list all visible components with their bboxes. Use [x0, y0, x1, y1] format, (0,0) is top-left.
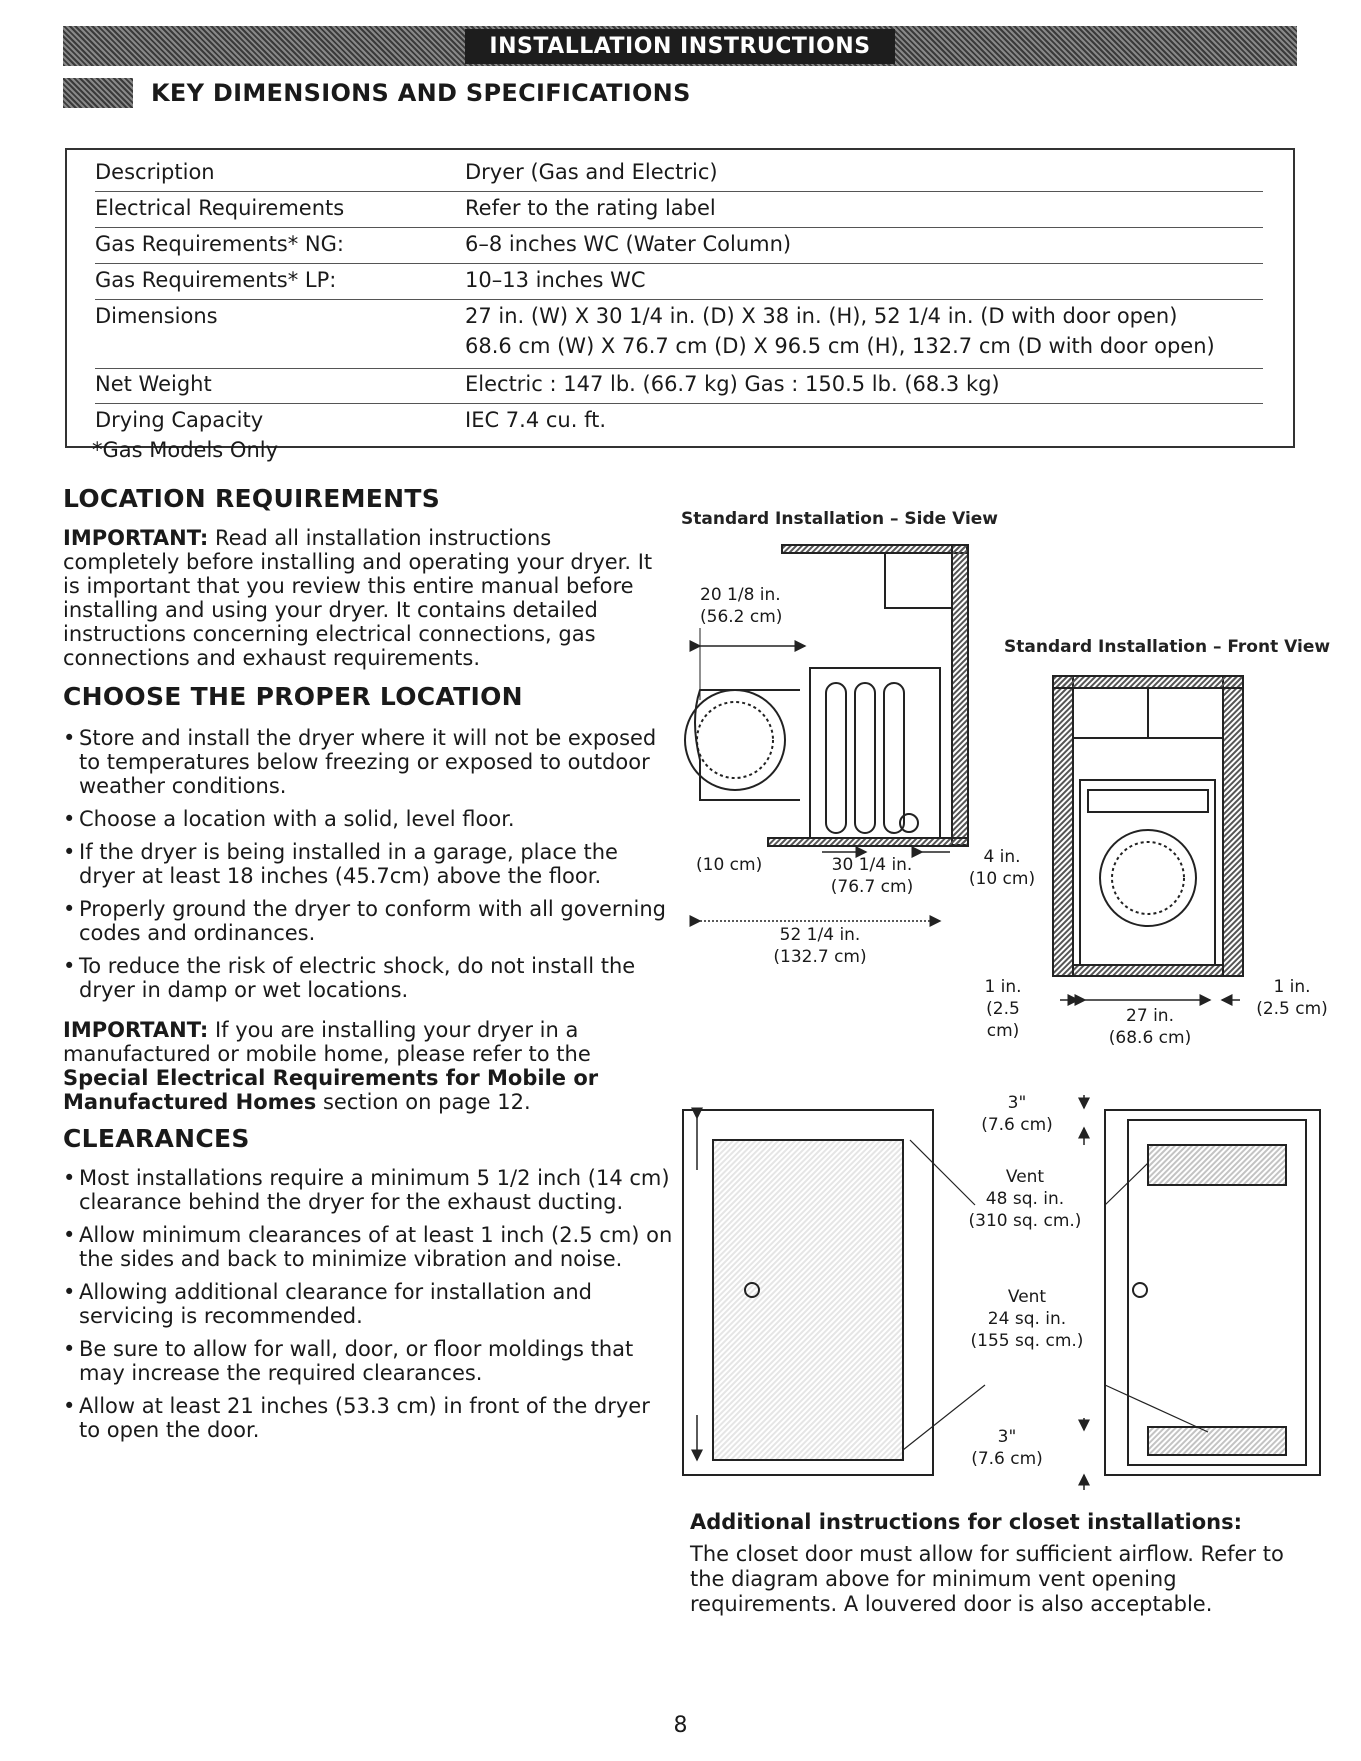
dim-value-cm: (56.2 cm) — [700, 607, 783, 627]
section-title: KEY DIMENSIONS AND SPECIFICATIONS — [151, 79, 691, 107]
vent-bottom-label — [962, 1286, 1092, 1352]
dim-value: 1 in. — [1273, 977, 1311, 997]
spec-label: Gas Requirements* LP: — [95, 268, 337, 292]
dim-value-cm: (132.7 cm) — [773, 947, 867, 967]
side-view-caption: Standard Installation – Side View — [681, 509, 999, 529]
vent-label: Vent — [1007, 1287, 1047, 1307]
spec-value: Dryer (Gas and Electric) — [465, 160, 718, 184]
spec-label: Description — [95, 160, 215, 184]
dim-value-cm: (7.6 cm) — [971, 1449, 1043, 1469]
vent-label: Vent — [1005, 1167, 1045, 1187]
dim-value: 20 1/8 in. — [700, 585, 781, 605]
dim-value-cm: (7.6 cm) — [981, 1115, 1053, 1135]
spec-value: 10–13 inches WC — [465, 268, 646, 292]
note-tail: section on page 12. — [316, 1090, 531, 1114]
dim-value-cm: (68.6 cm) — [1108, 1028, 1192, 1048]
important-text: Read all installation instructions completely before installing and operating your dryer. It is important that you review this entire manual before installing and using your dryer. It contains detailed instructions concerning electrical connections, gas connections and exhaust requirements. — [63, 526, 653, 670]
closet-top-gap — [972, 1092, 1062, 1136]
list-item: • To reduce the risk of electric shock, do not install the dryer in damp or wet locations. — [63, 954, 673, 1002]
closet-body: The closet door must allow for sufficient airflow. Refer to the diagram above for minimum vent opening requirements. A louvered door is also acceptable. — [690, 1542, 1284, 1616]
list-item: • Store and install the dryer where it will not be exposed to temperatures below freezing or exposed to outdoor weather conditions. — [63, 726, 673, 798]
important-label: IMPORTANT: — [63, 1018, 209, 1042]
spec-value: 27 in. (W) X 30 1/4 in. (D) X 38 in. (H), 52 1/4 in. (D with door open) — [465, 304, 1178, 328]
important-label: IMPORTANT: — [63, 526, 209, 550]
front-view-diagram — [1053, 676, 1243, 1000]
mobile-home-link-text: Special Electrical Requirements for Mobile or Manufactured Homes — [63, 1066, 599, 1114]
dim-value-cm: (76.7 cm) — [830, 877, 914, 897]
spec-value: IEC 7.4 cu. ft. — [465, 408, 607, 432]
spec-label: Electrical Requirements — [95, 196, 345, 220]
choose-title: CHOOSE THE PROPER LOCATION — [63, 682, 523, 711]
side-back-dim — [962, 846, 1042, 890]
side-left-dim: (10 cm) — [696, 855, 763, 875]
dim-value-cm: (2.5 cm) — [1256, 999, 1328, 1019]
vent-area: 24 sq. in. — [987, 1309, 1067, 1329]
banner-title: INSTALLATION INSTRUCTIONS — [465, 29, 894, 64]
dim-value: 27 in. — [1126, 1006, 1174, 1026]
vent-area-cm: (310 sq. cm.) — [968, 1211, 1082, 1231]
side-depth-dim — [822, 854, 922, 898]
spec-value: Refer to the rating label — [465, 196, 716, 220]
clearances-title: CLEARANCES — [63, 1124, 250, 1153]
location-title: LOCATION REQUIREMENTS — [63, 484, 441, 513]
vent-area: 48 sq. in. — [985, 1189, 1065, 1209]
spec-value: Electric : 147 lb. (66.7 kg) Gas : 150.5 lb. (68.3 kg) — [465, 372, 1000, 396]
closet-bottom-gap — [962, 1426, 1052, 1470]
closet-heading: Additional instructions for closet installations: — [690, 1510, 1243, 1534]
vent-area-cm: (155 sq. cm.) — [970, 1331, 1084, 1351]
vent-top-label — [960, 1166, 1090, 1232]
dim-value: 30 1/4 in. — [831, 855, 913, 875]
dim-value: 3" — [1007, 1093, 1027, 1113]
dim-value: 52 1/4 in. — [779, 925, 861, 945]
closet-door-right-diagram — [1084, 1095, 1320, 1490]
spec-value: 6–8 inches WC (Water Column) — [465, 232, 792, 256]
list-item: • Most installations require a minimum 5 1/2 inch (14 cm) clearance behind the dryer for the exhaust ducting. — [63, 1166, 673, 1214]
front-view-caption: Standard Installation – Front View — [1004, 637, 1331, 657]
list-item: • Allowing additional clearance for installation and servicing is recommended. — [63, 1280, 673, 1328]
note-text: If you are installing your dryer in a manufactured or mobile home, please refer to the — [63, 1018, 591, 1066]
spec-label: Dimensions — [95, 304, 218, 328]
list-item: • Be sure to allow for wall, door, or floor moldings that may increase the required clearances. — [63, 1337, 673, 1385]
gas-footnote: *Gas Models Only — [92, 438, 279, 462]
spec-label: Gas Requirements* NG: — [95, 232, 344, 256]
dim-value: 4 in. — [983, 847, 1021, 867]
front-width-dim — [1095, 1005, 1205, 1049]
list-item: • Allow minimum clearances of at least 1 inch (2.5 cm) on the sides and back to minimize vibration and noise. — [63, 1223, 673, 1271]
spec-label: Net Weight — [95, 372, 212, 396]
side-total-dim — [760, 924, 880, 968]
dim-value: 3" — [997, 1427, 1017, 1447]
list-item: • Allow at least 21 inches (53.3 cm) in front of the dryer to open the door. — [63, 1394, 673, 1442]
list-item: • If the dryer is being installed in a garage, place the dryer at least 18 inches (45.7cm) above the floor. — [63, 840, 673, 888]
dim-value-cm: (2.5 cm) — [986, 999, 1020, 1041]
list-item: • Choose a location with a solid, level floor. — [63, 807, 673, 831]
spec-value: 68.6 cm (W) X 76.7 cm (D) X 96.5 cm (H), 132.7 cm (D with door open) — [465, 334, 1215, 358]
closet-door-left-diagram — [683, 1110, 985, 1475]
list-item: • Properly ground the dryer to conform with all governing codes and ordinances. — [63, 897, 673, 945]
dim-value: 1 in. — [984, 977, 1022, 997]
side-top-dim — [700, 584, 782, 628]
page-number: 8 — [673, 1713, 688, 1738]
front-right-gap — [1252, 976, 1332, 1020]
front-left-gap — [968, 976, 1038, 1042]
spec-label: Drying Capacity — [95, 408, 264, 432]
dim-value-cm: (10 cm) — [968, 869, 1036, 889]
